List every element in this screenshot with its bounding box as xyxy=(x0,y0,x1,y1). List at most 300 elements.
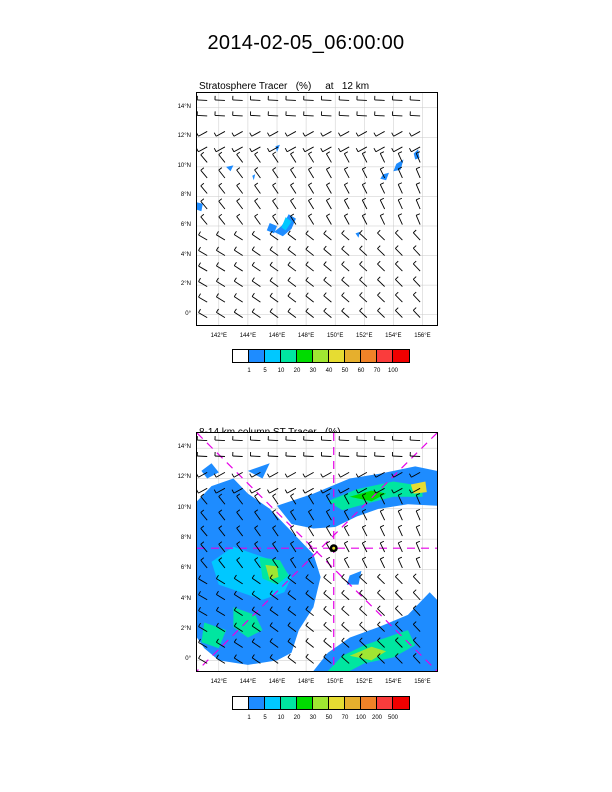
wind-barb xyxy=(342,590,350,600)
panel2-tracer-fill xyxy=(197,463,437,671)
barb-staff xyxy=(308,528,313,537)
x-tick-label: 150°E xyxy=(326,679,344,685)
wind-barb xyxy=(380,509,384,520)
wind-barb xyxy=(306,262,314,271)
barb-feather xyxy=(342,606,345,609)
wind-barb xyxy=(267,472,278,477)
wind-barb xyxy=(268,96,278,100)
barb-feather xyxy=(255,183,258,185)
wind-barb xyxy=(416,509,420,520)
barb-feather xyxy=(308,152,311,154)
barb-feather xyxy=(413,277,416,280)
wind-barb xyxy=(215,111,225,115)
wind-barb xyxy=(288,246,296,255)
barb-staff xyxy=(308,185,313,194)
wind-barb xyxy=(304,452,314,456)
barb-feather xyxy=(288,262,290,265)
barb-staff xyxy=(326,169,331,178)
x-tick-label: 146°E xyxy=(268,333,286,339)
wind-barb xyxy=(398,214,402,225)
wind-barb xyxy=(234,231,242,240)
barb-staff xyxy=(398,200,402,209)
wind-barb xyxy=(268,111,278,115)
wind-barb xyxy=(413,574,420,584)
barb-feather xyxy=(324,262,327,265)
wind-barb xyxy=(286,111,296,115)
barb-staff xyxy=(324,234,332,240)
barb-staff xyxy=(362,216,367,225)
wind-barb xyxy=(344,214,349,225)
tracer-area xyxy=(252,174,255,180)
tracer-area xyxy=(226,165,233,171)
barb-feather xyxy=(252,262,254,265)
barb-feather xyxy=(360,308,363,311)
barb-feather xyxy=(201,183,204,186)
barb-feather xyxy=(197,133,198,137)
wind-barb xyxy=(252,231,260,240)
wind-barb xyxy=(344,183,349,194)
wind-barb xyxy=(416,198,420,209)
barb-staff xyxy=(362,154,367,163)
y-tick-label: 8°N xyxy=(180,192,191,199)
barb-feather xyxy=(237,199,240,201)
barb-feather xyxy=(216,278,218,281)
wind-barb xyxy=(342,261,350,271)
panel1-map xyxy=(196,92,438,326)
barb-staff xyxy=(201,186,207,194)
wind-barb xyxy=(216,262,225,271)
wind-barb xyxy=(362,214,367,225)
wind-barb xyxy=(285,147,296,152)
wind-barb xyxy=(234,247,242,256)
barb-staff xyxy=(219,170,225,178)
barb-staff xyxy=(234,281,242,286)
wind-barb xyxy=(237,152,243,162)
barb-feather xyxy=(342,574,345,577)
barb-staff xyxy=(252,488,261,493)
barb-staff xyxy=(360,311,367,318)
wind-barb xyxy=(395,246,402,256)
panel1-colorbar xyxy=(232,349,410,363)
wind-barb xyxy=(255,214,261,224)
barb-feather xyxy=(290,198,293,200)
tracer-area xyxy=(201,463,218,478)
tracer-area xyxy=(197,202,203,211)
colorbar-box xyxy=(249,697,265,709)
barb-feather xyxy=(344,167,348,169)
wind-barb xyxy=(214,147,225,152)
barb-feather xyxy=(270,246,272,249)
barb-feather xyxy=(252,231,254,234)
barb-feather xyxy=(255,199,258,201)
colorbar-label: 30 xyxy=(309,368,317,374)
barb-feather xyxy=(237,152,240,154)
colorbar-label: 500 xyxy=(387,715,398,721)
colorbar-label: 50 xyxy=(325,715,333,721)
colorbar-label: 50 xyxy=(341,368,349,374)
barb-feather xyxy=(377,292,380,295)
barb-staff xyxy=(326,216,331,225)
wind-barb xyxy=(360,574,367,584)
barb-feather xyxy=(360,606,363,609)
wind-barb xyxy=(286,436,296,440)
wind-barb xyxy=(214,131,225,136)
panel1-gridlines xyxy=(197,93,437,325)
x-tick-label: 148°E xyxy=(297,679,315,685)
wind-barb xyxy=(324,246,332,255)
barb-feather xyxy=(326,214,329,216)
wind-barb xyxy=(306,231,314,240)
barb-staff xyxy=(216,131,225,136)
barb-feather xyxy=(360,622,363,625)
barb-staff xyxy=(416,511,420,520)
wind-barb xyxy=(395,261,402,271)
barb-staff xyxy=(324,625,332,631)
wind-barb xyxy=(308,214,313,225)
barb-staff xyxy=(360,295,367,302)
barb-feather xyxy=(416,198,420,200)
barb-feather xyxy=(380,214,384,216)
colorbar-box xyxy=(233,697,249,709)
colorbar-box xyxy=(297,697,313,709)
barb-staff xyxy=(199,251,208,256)
colorbar-box xyxy=(297,350,313,362)
wind-barb xyxy=(356,147,367,152)
barb-staff xyxy=(216,281,225,286)
wind-barb xyxy=(324,231,332,240)
barb-staff xyxy=(324,577,332,583)
wind-barb xyxy=(342,574,350,584)
barb-feather xyxy=(377,308,380,311)
barb-feather xyxy=(377,574,380,577)
barb-feather xyxy=(290,152,293,154)
wind-barb xyxy=(255,183,261,193)
wind-barb xyxy=(303,147,314,152)
barb-feather xyxy=(380,509,384,511)
wind-barb xyxy=(290,198,295,209)
barb-feather xyxy=(273,214,276,216)
barb-feather xyxy=(324,293,327,296)
barb-staff xyxy=(362,559,367,568)
barb-staff xyxy=(362,527,367,536)
barb-staff xyxy=(219,217,225,225)
wind-barb xyxy=(201,168,207,178)
colorbar-box xyxy=(377,697,393,709)
colorbar-box xyxy=(393,697,409,709)
y-tick-label: 8°N xyxy=(180,535,191,542)
barb-feather xyxy=(395,606,398,609)
barb-feather xyxy=(356,148,358,152)
colorbar-label: 1 xyxy=(247,368,251,374)
barb-feather xyxy=(416,167,420,169)
barb-feather xyxy=(288,308,290,311)
barb-staff xyxy=(416,184,420,193)
wind-barb xyxy=(199,247,208,255)
barb-staff xyxy=(340,472,349,477)
barb-staff xyxy=(376,147,385,152)
x-tick-label: 144°E xyxy=(239,333,257,339)
barb-feather xyxy=(324,622,327,625)
wind-barb xyxy=(232,147,243,152)
barb-feather xyxy=(273,510,276,512)
barb-feather xyxy=(398,214,402,216)
wind-barb xyxy=(344,152,349,163)
wind-barb xyxy=(416,167,420,178)
wind-barb xyxy=(380,214,384,225)
barb-staff xyxy=(342,625,350,632)
barb-staff xyxy=(198,147,207,152)
barb-staff xyxy=(413,310,420,317)
colorbar-box xyxy=(265,350,281,362)
barb-feather xyxy=(380,557,384,559)
wind-barb xyxy=(416,525,420,536)
wind-barb xyxy=(409,131,420,136)
wind-barb xyxy=(234,262,242,271)
wind-barb xyxy=(374,131,385,136)
barb-feather xyxy=(270,309,272,312)
wind-barb xyxy=(252,247,260,256)
colorbar-box xyxy=(281,697,297,709)
barb-feather xyxy=(395,574,398,577)
wind-barb xyxy=(273,167,279,178)
barb-feather xyxy=(326,557,329,559)
wind-barb xyxy=(413,590,420,600)
wind-barb xyxy=(392,436,402,440)
barb-staff xyxy=(358,147,367,152)
wind-barb xyxy=(344,541,349,552)
barb-staff xyxy=(288,281,296,287)
barb-feather xyxy=(250,148,252,152)
colorbar-box xyxy=(265,697,281,709)
wind-barb xyxy=(250,111,260,115)
barb-staff xyxy=(411,147,420,152)
barb-staff xyxy=(216,297,225,302)
barb-feather xyxy=(237,183,240,185)
wind-barb xyxy=(356,131,367,136)
barb-feather xyxy=(326,183,329,185)
barb-feather xyxy=(398,198,402,200)
barb-staff xyxy=(287,131,296,136)
wind-barb xyxy=(360,246,367,256)
barb-staff xyxy=(255,154,261,162)
colorbar-label: 100 xyxy=(387,368,398,374)
barb-feather xyxy=(250,474,252,478)
wind-barb xyxy=(377,308,384,318)
wind-barb xyxy=(377,261,384,271)
wind-barb xyxy=(413,246,420,256)
barb-feather xyxy=(216,231,218,234)
barb-feather xyxy=(324,574,327,577)
x-tick-label: 156°E xyxy=(414,679,431,685)
barb-staff xyxy=(395,295,402,302)
barb-feather xyxy=(342,230,345,233)
wind-barb xyxy=(380,541,384,552)
barb-staff xyxy=(342,249,350,256)
barb-feather xyxy=(324,277,327,280)
barb-staff xyxy=(326,527,331,536)
barb-staff xyxy=(416,543,420,552)
wind-barb xyxy=(321,147,332,152)
colorbar-box xyxy=(361,350,377,362)
wind-barb xyxy=(250,131,261,136)
barb-staff xyxy=(252,296,260,302)
barb-feather xyxy=(326,167,329,169)
wind-barb xyxy=(338,131,349,136)
wind-barb xyxy=(250,488,261,493)
barb-feather xyxy=(398,509,402,511)
wind-barb xyxy=(342,230,350,240)
barb-feather xyxy=(199,247,201,250)
wind-barb xyxy=(395,308,402,318)
wind-barb xyxy=(197,111,207,115)
barb-staff xyxy=(199,658,208,663)
wind-barb xyxy=(413,292,420,302)
barb-staff xyxy=(413,295,420,302)
barb-feather xyxy=(326,152,329,154)
colorbar-box xyxy=(233,350,249,362)
wind-barb xyxy=(273,183,279,194)
barb-staff xyxy=(380,200,384,209)
barb-feather xyxy=(303,148,305,152)
wind-barb xyxy=(395,590,402,600)
colorbar-box xyxy=(361,697,377,709)
wind-barb xyxy=(288,231,296,240)
wind-barb xyxy=(306,308,314,317)
wind-barb xyxy=(362,183,367,194)
barb-feather xyxy=(219,168,222,170)
barb-feather xyxy=(288,654,290,657)
wind-barb xyxy=(237,183,243,193)
barb-staff xyxy=(324,249,332,255)
barb-feather xyxy=(250,133,252,137)
barb-staff xyxy=(377,295,384,302)
barb-feather xyxy=(416,557,420,559)
wind-barb xyxy=(416,183,420,194)
wind-barb xyxy=(304,111,314,115)
barb-staff xyxy=(323,147,332,152)
wind-barb xyxy=(233,436,243,440)
panel2-plot-area xyxy=(197,433,437,671)
barb-staff xyxy=(326,559,331,568)
wind-barb xyxy=(321,452,331,456)
wind-barb xyxy=(375,452,385,456)
barb-staff xyxy=(216,312,225,317)
wind-barb xyxy=(199,309,208,317)
barb-staff xyxy=(380,153,384,162)
barb-feather xyxy=(342,638,345,641)
barb-staff xyxy=(287,488,296,493)
wind-barb xyxy=(380,198,384,209)
wind-barb xyxy=(215,436,225,440)
wind-barb xyxy=(219,183,225,193)
barb-staff xyxy=(287,472,296,477)
wind-barb xyxy=(250,436,260,440)
barb-staff xyxy=(324,296,332,302)
wind-barb xyxy=(255,199,261,209)
barb-feather xyxy=(237,168,240,170)
wind-barb xyxy=(219,168,225,178)
barb-feather xyxy=(273,494,276,496)
wind-barb xyxy=(288,262,296,271)
colorbar-label: 10 xyxy=(277,715,285,721)
barb-feather xyxy=(398,525,402,527)
barb-staff xyxy=(416,169,420,178)
wind-barb xyxy=(342,308,350,318)
barb-feather xyxy=(360,277,363,280)
barb-feather xyxy=(409,133,411,137)
barb-feather xyxy=(324,308,327,311)
barb-feather xyxy=(380,525,384,527)
barb-feather xyxy=(199,278,201,281)
wind-barb xyxy=(273,494,279,505)
barb-staff xyxy=(411,131,420,136)
wind-barb xyxy=(321,111,331,115)
barb-feather xyxy=(342,622,345,625)
barb-staff xyxy=(377,264,384,271)
barb-staff xyxy=(252,234,260,240)
storm-center-dot xyxy=(332,547,335,550)
barb-staff xyxy=(413,279,420,286)
barb-feather xyxy=(413,246,416,249)
barb-feather xyxy=(197,490,198,494)
barb-feather xyxy=(342,590,345,593)
barb-staff xyxy=(287,147,296,152)
barb-feather xyxy=(199,655,201,658)
wind-barb xyxy=(398,541,402,552)
colorbar-box xyxy=(281,350,297,362)
wind-barb xyxy=(398,509,402,520)
barb-staff xyxy=(360,593,367,600)
barb-feather xyxy=(338,474,340,478)
tracer-area xyxy=(356,232,360,238)
barb-staff xyxy=(326,185,331,194)
wind-barb xyxy=(304,96,314,100)
wind-barb xyxy=(308,167,313,178)
barb-feather xyxy=(395,230,398,233)
barb-feather xyxy=(250,490,252,494)
barb-staff xyxy=(201,170,207,178)
barb-feather xyxy=(273,167,276,169)
barb-staff xyxy=(199,282,208,287)
barb-staff xyxy=(413,248,420,255)
barb-staff xyxy=(273,170,279,178)
wind-barb xyxy=(308,198,313,209)
wind-barb xyxy=(344,525,349,536)
barb-feather xyxy=(255,152,258,154)
barb-feather xyxy=(232,133,234,137)
wind-barb xyxy=(250,147,261,152)
panel2-map xyxy=(196,432,438,672)
wind-barb xyxy=(357,96,367,100)
wind-barb xyxy=(324,638,332,647)
barb-staff xyxy=(342,280,350,287)
barb-feather xyxy=(398,557,402,559)
colorbar-label: 20 xyxy=(293,368,301,374)
barb-feather xyxy=(232,474,234,478)
barb-staff xyxy=(324,280,332,286)
barb-staff xyxy=(340,147,349,152)
barb-feather xyxy=(219,214,222,216)
barb-staff xyxy=(323,131,332,136)
barb-staff xyxy=(234,131,243,136)
barb-staff xyxy=(377,233,384,240)
colorbar-label: 200 xyxy=(371,715,382,721)
barb-feather xyxy=(360,590,363,593)
barb-staff xyxy=(234,250,242,255)
barb-staff xyxy=(380,184,384,193)
wind-barb xyxy=(321,472,332,477)
barb-staff xyxy=(344,200,349,209)
